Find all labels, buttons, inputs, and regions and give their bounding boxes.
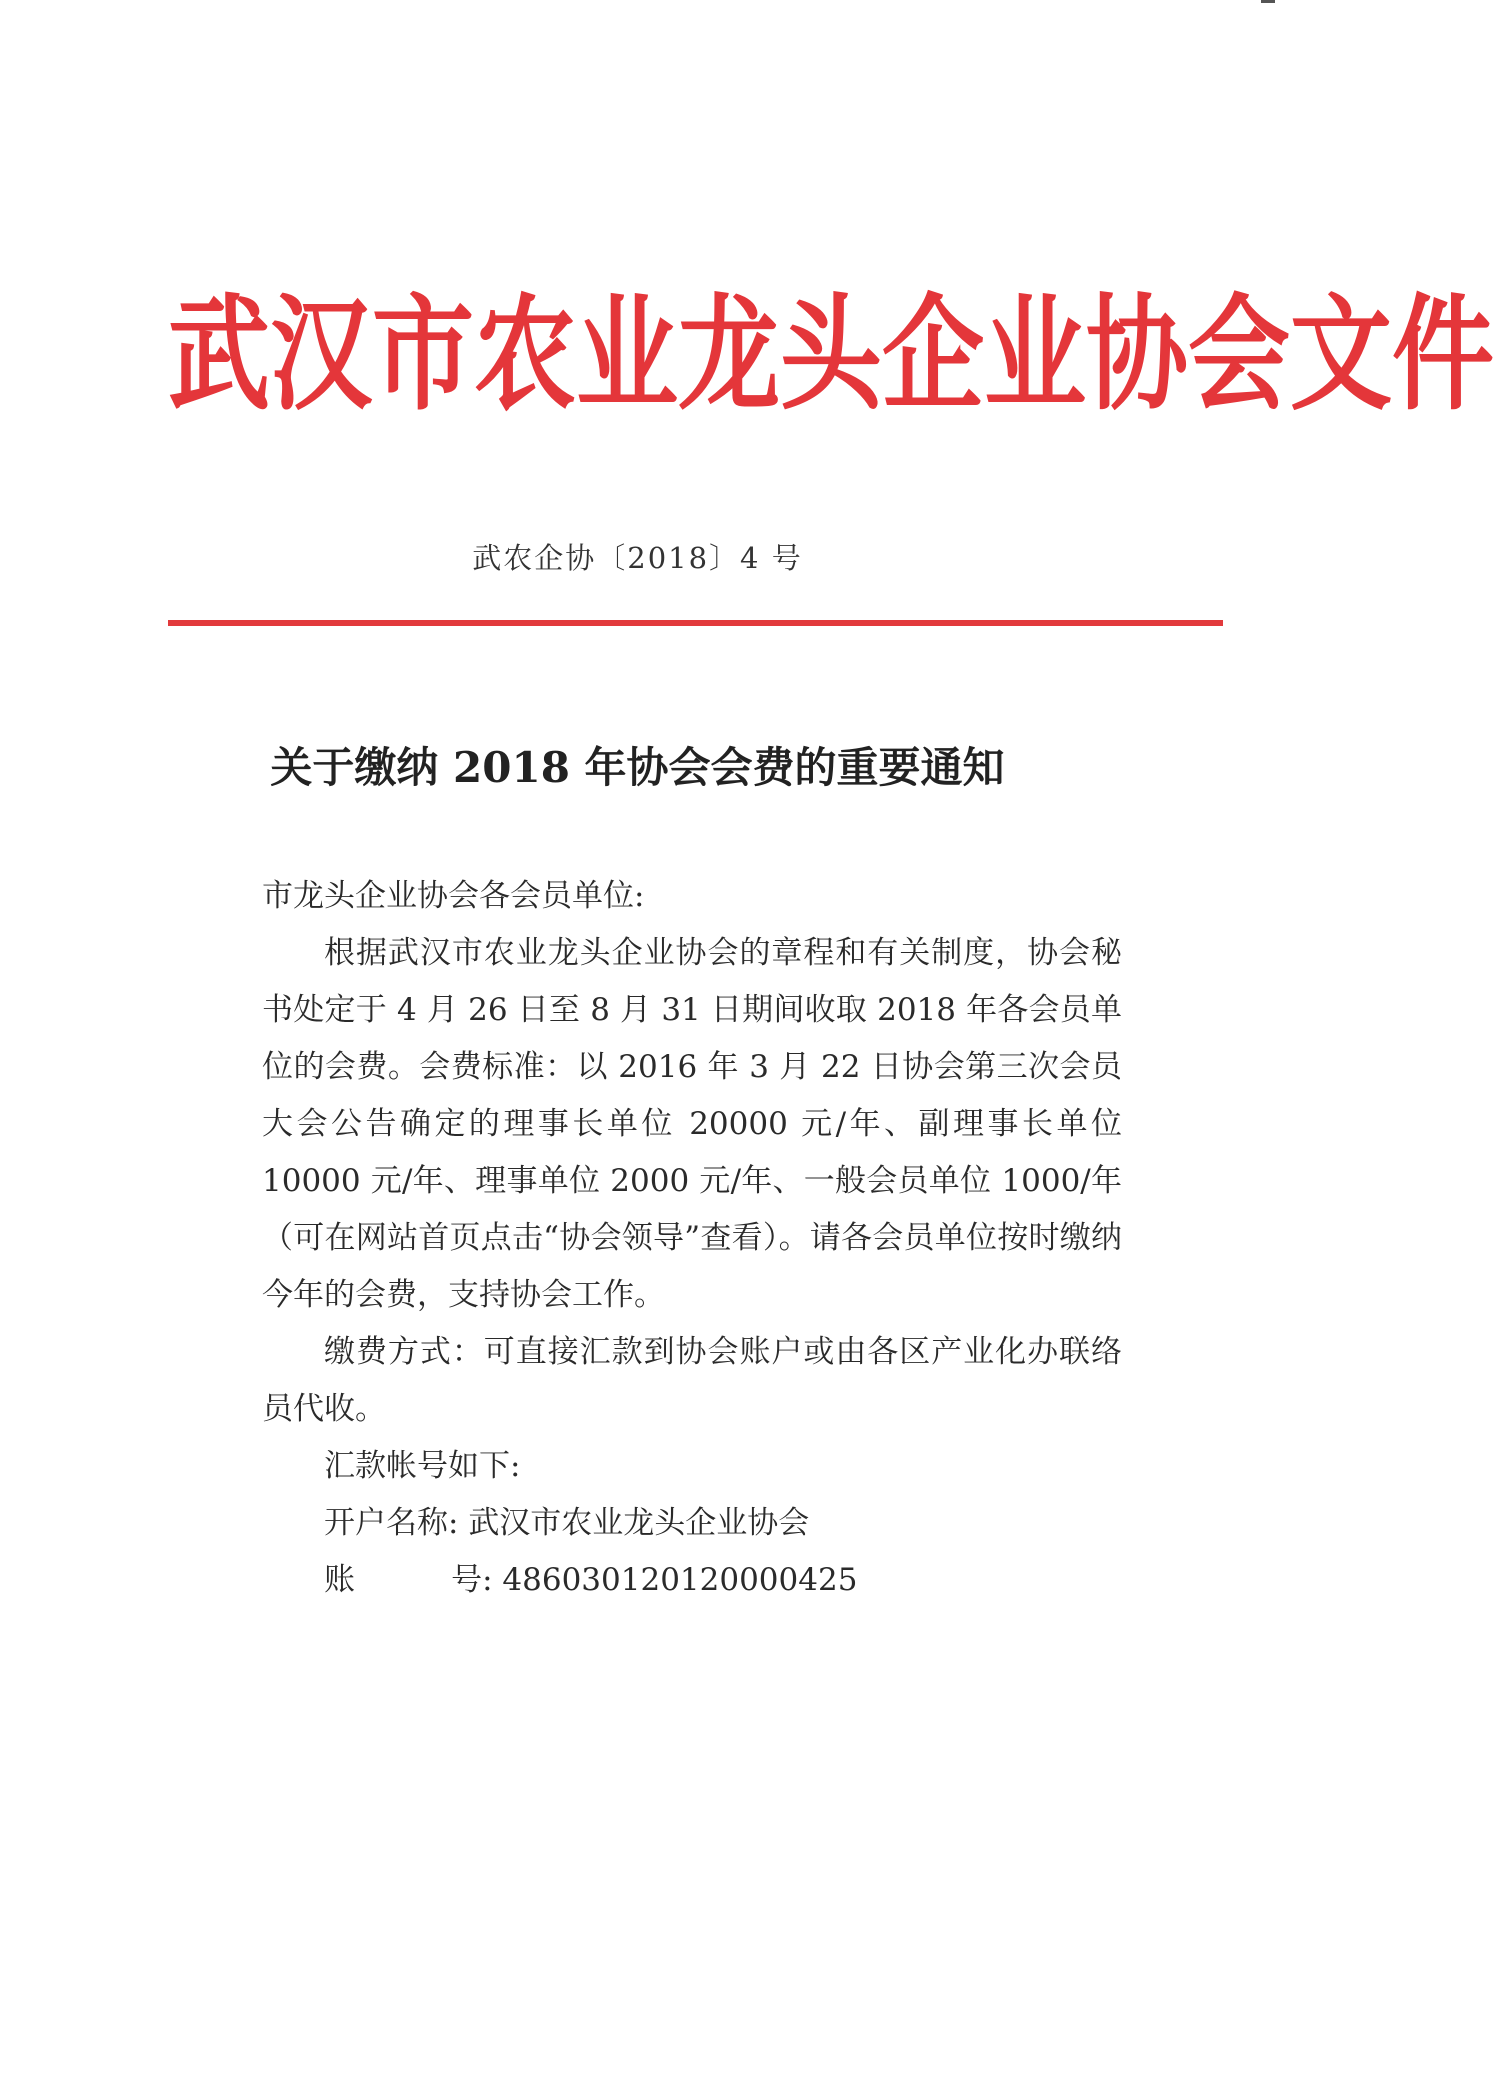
document-masthead: 武汉市农业龙头企业协会文件 [168, 281, 1494, 429]
account-number-label-b: 号: [451, 1562, 493, 1598]
account-number-line [262, 1552, 1122, 1609]
salutation: 市龙头企业协会各会员单位: [262, 878, 645, 914]
remit-heading: 汇款帐号如下: [324, 1448, 521, 1484]
account-number-label-a: 账 [324, 1562, 355, 1598]
notice-body [262, 868, 1122, 1609]
account-number-value: 486030120120000425 [502, 1562, 858, 1598]
paragraph-payment-method: 缴费方式：可直接汇款到协会账户或由各区产业化办联络员代收。 [262, 1334, 1122, 1427]
scan-corner-mark [1261, 0, 1275, 3]
red-separator-rule [168, 620, 1223, 626]
document-number: 武农企协〔2018〕4 号 [472, 541, 803, 575]
account-name-value: 武汉市农业龙头企业协会 [468, 1505, 810, 1541]
account-name-label: 开户名称: [324, 1505, 459, 1541]
account-name-line [262, 1495, 1122, 1552]
notice-title: 关于缴纳 2018 年协会会费的重要通知 [270, 743, 1005, 792]
paragraph-fee-standard: 根据武汉市农业龙头企业协会的章程和有关制度，协会秘书处定于 4 月 26 日至 8 月 31 日期间收取 2018 年各会员单位的会费。会费标准：以 2016 年 3 月 22 日协会第三次会员大会公告确定的理事长单位 20000 元/年、副理事长单位 10000 元/年、理事单位 2000 元/年、一般会员单位 1000/年（可在网站首页点击“协会领导”查看）。请各会员单位按时缴纳今年的会费，支持协会工作。 [262, 935, 1122, 1313]
